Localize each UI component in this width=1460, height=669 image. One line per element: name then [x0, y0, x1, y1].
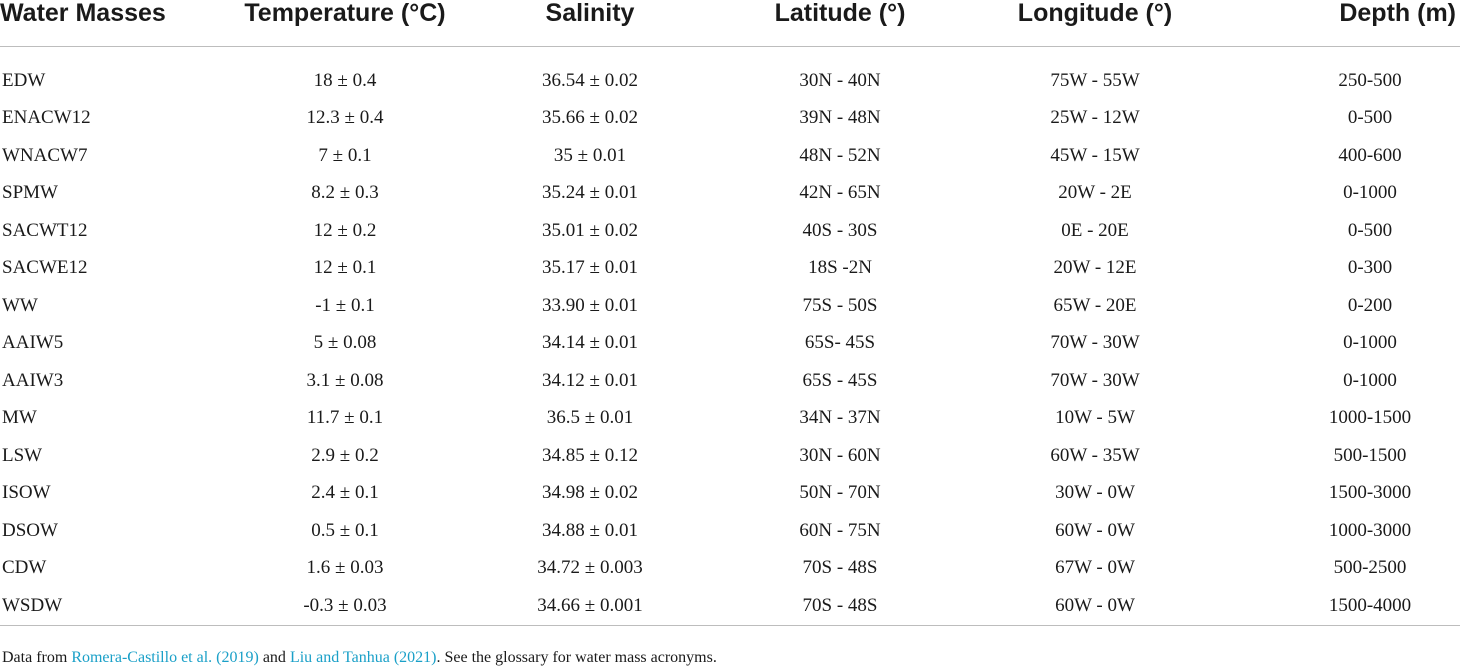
cell-salinity: 34.12 ± 0.01: [542, 369, 638, 391]
cell-depth: 0-500: [1347, 107, 1393, 129]
cell-salinity: 35.17 ± 0.01: [542, 257, 638, 279]
cell-latitude: 65S - 45S: [802, 369, 878, 391]
cell-salinity: 33.90 ± 0.01: [542, 294, 638, 316]
table-row: [0, 400, 1460, 438]
table-row: [0, 362, 1460, 400]
cell-latitude: 65S- 45S: [804, 332, 876, 354]
cell-water-mass: WW: [2, 294, 38, 316]
cell-longitude: 70W - 30W: [1050, 332, 1140, 354]
cell-latitude: 50N - 70N: [799, 482, 881, 504]
table-header: [0, 0, 1460, 47]
cell-depth: 0-500: [1347, 219, 1393, 241]
cell-temperature: -1 ± 0.1: [315, 294, 375, 316]
table-row: [0, 175, 1460, 213]
cell-salinity: 36.54 ± 0.02: [542, 69, 638, 91]
cell-latitude: 42N - 65N: [799, 182, 881, 204]
cell-longitude: 20W - 2E: [1058, 182, 1132, 204]
header-water-masses: Water Masses: [0, 0, 230, 47]
cell-latitude: 60N - 75N: [799, 519, 881, 541]
cell-temperature: 11.7 ± 0.1: [306, 407, 384, 429]
cell-temperature: -0.3 ± 0.03: [230, 587, 460, 626]
table-row: [0, 250, 1460, 288]
header-longitude: Longitude (°): [960, 0, 1230, 47]
cell-temperature: 2.4 ± 0.1: [311, 482, 379, 504]
cell-water-mass: EDW: [2, 69, 46, 91]
cell-longitude: 67W - 0W: [1055, 557, 1135, 579]
cell-depth: 0-1000: [1343, 332, 1397, 354]
cell-latitude: 39N - 48N: [799, 107, 881, 129]
header-temperature: Temperature (°C): [230, 0, 460, 47]
cell-temperature: 1.6 ± 0.03: [306, 557, 384, 579]
footnote-reference-link[interactable]: Liu and Tanhua (2021): [289, 649, 437, 666]
cell-salinity: 35 ± 0.01: [553, 144, 627, 166]
header-salinity: Salinity: [460, 0, 720, 47]
cell-salinity: 34.88 ± 0.01: [542, 519, 638, 541]
cell-water-mass: AAIW3: [2, 369, 64, 391]
header-spacer: [0, 47, 1460, 63]
cell-longitude: 60W - 0W: [1055, 519, 1135, 541]
cell-salinity: 34.85 ± 0.12: [542, 444, 638, 466]
cell-water-mass: CDW: [2, 557, 47, 579]
cell-salinity: 34.72 ± 0.003: [537, 557, 643, 579]
cell-longitude: 10W - 5W: [1055, 407, 1135, 429]
footnote-suffix: . See the glossary for water mass acronyms.: [436, 649, 717, 666]
cell-temperature: 12 ± 0.2: [313, 219, 377, 241]
table-footnote: [2, 648, 717, 668]
cell-salinity: 34.66 ± 0.001: [460, 587, 720, 626]
cell-salinity: 35.24 ± 0.01: [542, 182, 638, 204]
table-row: [0, 587, 1460, 626]
cell-depth: 0-1000: [1343, 182, 1397, 204]
table-row: [0, 62, 1460, 100]
cell-depth: 250-500: [1338, 69, 1402, 91]
cell-temperature: 12.3 ± 0.4: [306, 107, 384, 129]
cell-water-mass: LSW: [2, 444, 43, 466]
cell-depth: 500-1500: [1333, 444, 1407, 466]
cell-depth: 0-300: [1347, 257, 1393, 279]
footnote-prefix: Data from: [2, 649, 72, 666]
cell-depth: 1000-1500: [1328, 407, 1412, 429]
cell-temperature: 3.1 ± 0.08: [306, 369, 384, 391]
table-row: [0, 287, 1460, 325]
footnote-reference-link[interactable]: Romera-Castillo et al. (2019): [71, 649, 259, 666]
footnote-middle: and: [258, 649, 290, 666]
cell-latitude: 48N - 52N: [799, 144, 881, 166]
cell-temperature: 12 ± 0.1: [313, 257, 377, 279]
cell-water-mass: MW: [2, 407, 37, 429]
table-row: [0, 325, 1460, 363]
cell-water-mass: SPMW: [2, 182, 58, 204]
cell-longitude: 70W - 30W: [1050, 369, 1140, 391]
cell-temperature: 7 ± 0.1: [318, 144, 372, 166]
cell-water-mass: WNACW7: [2, 144, 88, 166]
cell-water-mass: SACWE12: [2, 257, 88, 279]
cell-depth: 1500-3000: [1328, 482, 1412, 504]
cell-latitude: 18S -2N: [808, 257, 872, 279]
cell-longitude: 60W - 0W: [960, 587, 1230, 626]
cell-depth: 500-2500: [1333, 557, 1407, 579]
cell-longitude: 0E - 20E: [1061, 219, 1129, 241]
table-row: [0, 437, 1460, 475]
cell-depth: 1000-3000: [1328, 519, 1412, 541]
table-row: [0, 550, 1460, 588]
header-row: [0, 0, 1460, 47]
cell-temperature: 0.5 ± 0.1: [311, 519, 379, 541]
cell-longitude: 45W - 15W: [1050, 144, 1140, 166]
cell-salinity: 34.14 ± 0.01: [542, 332, 638, 354]
cell-temperature: 8.2 ± 0.3: [311, 182, 379, 204]
cell-water-mass: DSOW: [2, 519, 58, 541]
cell-temperature: 2.9 ± 0.2: [311, 444, 379, 466]
cell-longitude: 20W - 12E: [1053, 257, 1137, 279]
cell-salinity: 35.01 ± 0.02: [542, 219, 638, 241]
cell-water-mass: ENACW12: [2, 107, 91, 129]
cell-depth: 1500-4000: [1230, 587, 1460, 626]
table-body: [0, 47, 1460, 626]
cell-water-mass: SACWT12: [2, 219, 88, 241]
cell-latitude: 70S - 48S: [802, 557, 878, 579]
cell-depth: 0-200: [1347, 294, 1393, 316]
cell-latitude: 40S - 30S: [802, 219, 878, 241]
cell-longitude: 30W - 0W: [1055, 482, 1135, 504]
table-row: [0, 137, 1460, 175]
table-row: [0, 475, 1460, 513]
header-latitude: Latitude (°): [720, 0, 960, 47]
table-row: [0, 100, 1460, 138]
cell-temperature: 5 ± 0.08: [313, 332, 377, 354]
cell-water-mass: WSDW: [0, 587, 230, 626]
cell-depth: 400-600: [1338, 144, 1402, 166]
cell-salinity: 34.98 ± 0.02: [542, 482, 638, 504]
cell-temperature: 18 ± 0.4: [313, 69, 377, 91]
cell-latitude: 30N - 60N: [799, 444, 881, 466]
cell-longitude: 75W - 55W: [1050, 69, 1140, 91]
cell-salinity: 35.66 ± 0.02: [542, 107, 638, 129]
cell-water-mass: AAIW5: [2, 332, 64, 354]
cell-latitude: 34N - 37N: [799, 407, 881, 429]
cell-depth: 0-1000: [1343, 369, 1397, 391]
cell-salinity: 36.5 ± 0.01: [546, 407, 634, 429]
cell-latitude: 70S - 48S: [720, 587, 960, 626]
table-row: [0, 512, 1460, 550]
cell-longitude: 25W - 12W: [1050, 107, 1140, 129]
cell-latitude: 75S - 50S: [802, 294, 878, 316]
cell-water-mass: ISOW: [2, 482, 51, 504]
table-row: [0, 212, 1460, 250]
cell-longitude: 60W - 35W: [1050, 444, 1140, 466]
cell-longitude: 65W - 20E: [1053, 294, 1137, 316]
cell-latitude: 30N - 40N: [799, 69, 881, 91]
header-depth: Depth (m): [1230, 0, 1460, 47]
